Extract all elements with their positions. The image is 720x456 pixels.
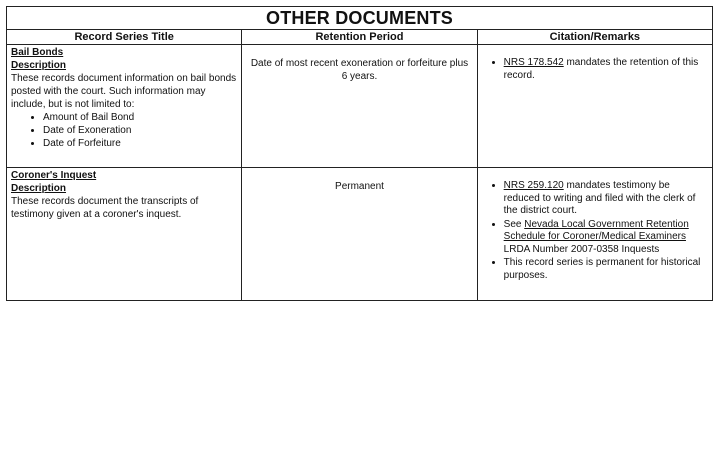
- citation-item: [504, 57, 704, 82]
- citation-cell: [477, 45, 712, 168]
- header-retention-period: Retention Period: [242, 30, 477, 45]
- description-label: Description: [11, 183, 67, 194]
- header-record-series-title: Record Series Title: [7, 30, 242, 45]
- record-title: Coroner's Inquest: [11, 170, 97, 181]
- nrs-259-120-link[interactable]: NRS 259.120: [503, 180, 564, 191]
- description-text: These records document the transcripts of testimony given at a coroner's inquest.: [11, 196, 199, 220]
- citation-text: mandates the retention of this record.: [503, 57, 699, 81]
- list-item: • Amount of Bail Bond: [43, 111, 237, 124]
- citation-prefix: See: [503, 218, 525, 230]
- record-title: Bail Bonds: [11, 47, 64, 58]
- record-cell-coroners-inquest: [7, 168, 242, 301]
- citation-item: [504, 219, 704, 257]
- retention-period-cell: Date of most recent exoneration or forfeiture plus 6 years.: [242, 45, 477, 168]
- retention-table: [6, 6, 713, 301]
- retention-period-cell: Permanent: [242, 168, 477, 301]
- list-item: • Date of Forfeiture: [43, 137, 237, 150]
- description-list: [11, 111, 237, 150]
- page-title: OTHER DOCUMENTS: [7, 7, 713, 30]
- table-row: [7, 45, 713, 168]
- header-citation-remarks: Citation/Remarks: [477, 30, 712, 45]
- description-label: Description: [11, 60, 67, 71]
- nrs-178-542-link[interactable]: NRS 178.542: [503, 57, 564, 68]
- citation-text: mandates testimony be reduced to writing and filed with the clerk of the district court.: [503, 180, 696, 216]
- citation-cell: [477, 168, 712, 301]
- list-item: • Date of Exoneration: [43, 124, 237, 137]
- citation-text: LRDA Number 2007-0358 Inquests: [503, 243, 660, 255]
- record-cell-bail-bonds: [7, 45, 242, 168]
- description-text: These records document information on bail bonds posted with the court. Such information may include, but is not limited to:: [11, 73, 237, 110]
- retention-schedule-link[interactable]: Nevada Local Government Retention Schedule for Coroner/Medical Examiners: [503, 218, 689, 242]
- citation-item: • This record series is permanent for historical purposes.: [504, 257, 704, 282]
- table-row: [7, 168, 713, 301]
- citation-item: [504, 180, 704, 218]
